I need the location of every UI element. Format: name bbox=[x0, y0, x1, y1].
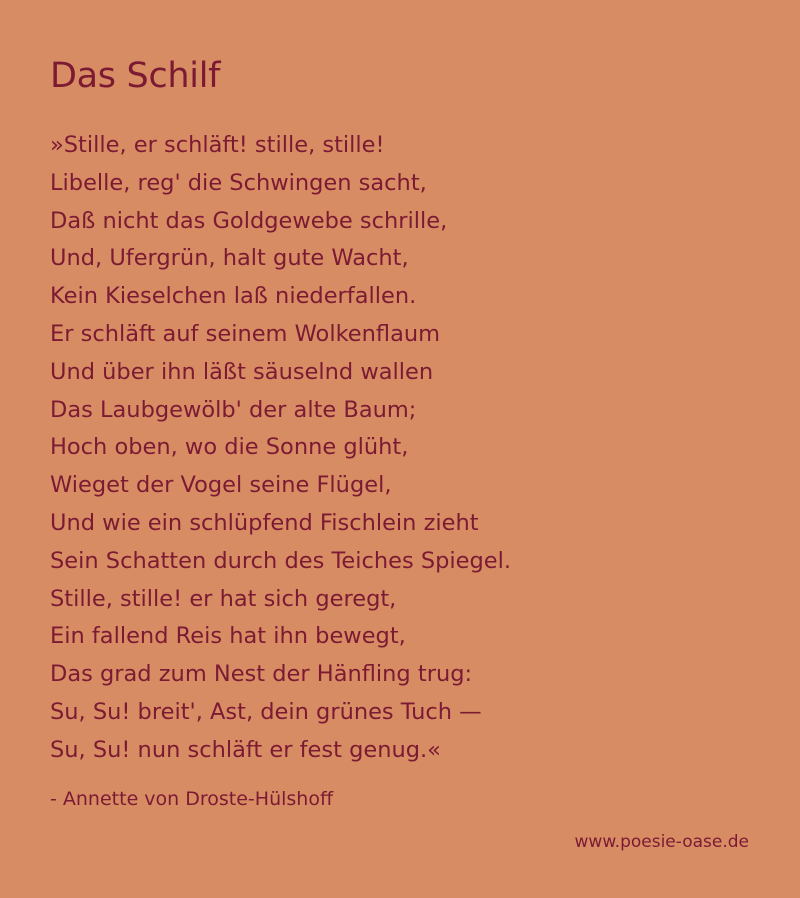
poem-line: Libelle, reg' die Schwingen sacht, bbox=[50, 169, 427, 196]
poem-line: Su, Su! breit', Ast, dein grünes Tuch — bbox=[50, 698, 482, 725]
poem-line: Su, Su! nun schläft er fest genug.« bbox=[50, 736, 441, 763]
poem-line: Stille, stille! er hat sich geregt, bbox=[50, 585, 397, 612]
poem-line: Und, Ufergrün, halt gute Wacht, bbox=[50, 245, 409, 272]
poem-line: Das Laubgewölb' der alte Baum; bbox=[50, 396, 417, 423]
poem-line: Er schläft auf seinem Wolkenflaum bbox=[50, 320, 441, 347]
poem-line: Ein fallend Reis hat ihn bewegt, bbox=[50, 623, 406, 650]
poem-line: Und wie ein schlüpfend Fischlein zieht bbox=[50, 509, 479, 536]
poem-title: Das Schilf bbox=[50, 56, 221, 96]
poem-author: - Annette von Droste-Hülshoff bbox=[50, 788, 334, 810]
poem-body bbox=[50, 127, 770, 770]
poem-line: Kein Kieselchen laß niederfallen. bbox=[50, 283, 417, 310]
poem-line: Sein Schatten durch des Teiches Spiegel. bbox=[50, 547, 512, 574]
poem-line: Das grad zum Nest der Hänfling trug: bbox=[50, 661, 473, 688]
poem-line: Daß nicht das Goldgewebe schrille, bbox=[50, 207, 448, 234]
website-link[interactable]: www.poesie-oase.de bbox=[574, 832, 749, 852]
poem-line: »Stille, er schläft! stille, stille! bbox=[50, 132, 385, 158]
poem-line: Wieget der Vogel seine Flügel, bbox=[50, 472, 392, 499]
poem-line: Hoch oben, wo die Sonne glüht, bbox=[50, 434, 409, 461]
poem-line: Und über ihn läßt säuselnd wallen bbox=[50, 358, 434, 385]
